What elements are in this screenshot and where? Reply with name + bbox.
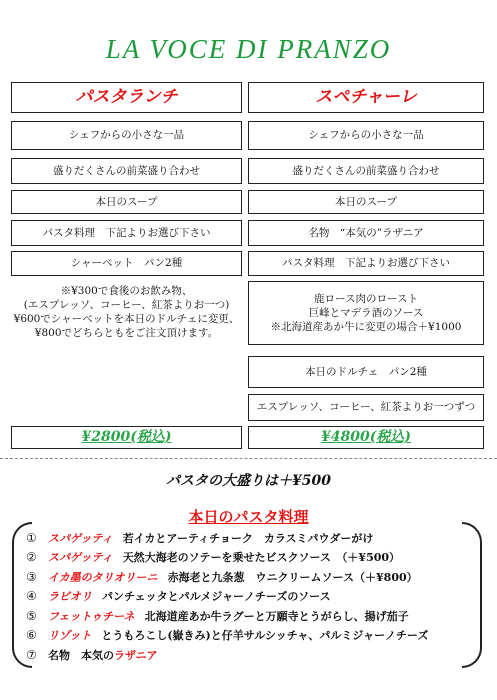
- item-name: ラザニア: [114, 648, 158, 662]
- list-item: [26, 645, 466, 665]
- main-line: 巨峰とマデラ酒のソース: [308, 306, 424, 319]
- main-line: ※北海道産あか牛に変更の場合＋¥1000: [270, 321, 462, 334]
- item-name: ラビオリ: [48, 590, 92, 604]
- list-item: [26, 626, 466, 646]
- right-item-1: シェフからの小さな一品: [248, 121, 484, 150]
- item-number: ④: [26, 589, 37, 604]
- item-name-prefix: 名物 本気の: [48, 648, 114, 662]
- pasta-lunch-header: パスタランチ: [11, 82, 242, 113]
- page-title: LA VOCE DI PRANZO: [105, 34, 392, 64]
- right-drink: エスプレッソ、コーヒー、紅茶よりお一つずつ: [248, 394, 484, 421]
- right-item-4: 名物 “本気の”ラザニア: [248, 220, 484, 246]
- right-item-3: 本日のスープ: [248, 190, 484, 214]
- note-line: (エスプレッソ、コーヒー、紅茶よりお一つ): [23, 298, 230, 311]
- item-desc: 北海道産あか牛ラグーと万願寺とうがらし、揚げ茄子: [144, 609, 409, 623]
- left-item-5: シャーベット パン2種: [11, 251, 242, 276]
- item-extra: （＋¥800）: [354, 570, 418, 584]
- left-item-4: パスタ料理 下記よりお選び下さい: [11, 220, 242, 246]
- item-name: スパゲッティ: [48, 531, 113, 545]
- left-notes: [11, 280, 242, 344]
- right-item-2: 盛りだくさんの前菜盛り合わせ: [248, 158, 484, 184]
- pasta-section-title: 本日のパスタ料理: [188, 508, 309, 526]
- note-line: ¥600でシャーベットを本日のドルチェに変更、: [13, 313, 240, 325]
- left-price: ¥2800(税込): [11, 426, 242, 449]
- item-desc: パンチェッタとパルメジャーノチーズのソース: [102, 590, 331, 604]
- item-name: フェットゥチーネ: [48, 609, 135, 623]
- large-portion-note: パスタの大盛りは＋¥500: [166, 473, 331, 489]
- list-item: [26, 567, 466, 587]
- list-item: [26, 548, 466, 568]
- list-item: [26, 606, 466, 626]
- left-item-1: シェフからの小さな一品: [11, 121, 242, 150]
- item-desc: 赤海老と九条葱 ウニクリームソース: [167, 570, 355, 584]
- item-number: ⑤: [26, 608, 37, 623]
- item-desc: とうもろこし(嶽きみ)と仔羊サルシッチャ、パルミジャーノチーズ: [101, 629, 429, 643]
- left-item-3: 本日のスープ: [11, 190, 242, 214]
- item-name: スパゲッティ: [48, 551, 113, 565]
- item-number: ⑥: [26, 628, 37, 643]
- right-dolce: 本日のドルチェ パン2種: [248, 356, 484, 388]
- left-item-2: 盛りだくさんの前菜盛り合わせ: [11, 158, 242, 184]
- item-number: ③: [26, 569, 37, 584]
- item-desc: 天然大海老のソテーを乗せたビスクソース: [122, 551, 331, 565]
- item-desc: 若イカとアーティチョーク カラスミパウダーがけ: [122, 531, 374, 545]
- list-item: [26, 528, 466, 548]
- speciale-header: スペチャーレ: [248, 82, 484, 113]
- right-main-course: [248, 281, 484, 345]
- section-divider: [0, 458, 497, 459]
- item-name: イカ墨のタリオリーニ: [48, 570, 158, 584]
- item-number: ②: [26, 550, 37, 565]
- right-price: ¥4800(税込): [248, 426, 484, 449]
- right-item-5: パスタ料理 下記よりお選び下さい: [248, 251, 484, 276]
- main-line: 鹿ロース肉のロースト: [314, 292, 418, 305]
- item-extra: （＋¥500）: [330, 551, 401, 565]
- item-number: ①: [26, 530, 37, 545]
- list-item: [26, 587, 466, 607]
- pasta-list: [26, 528, 466, 665]
- item-number: ⑦: [26, 647, 37, 662]
- note-line: ¥800でどちらともをご注文頂けます。: [34, 327, 219, 340]
- note-line: ※¥300で食後のお飲み物、: [60, 284, 193, 297]
- item-name: リゾット: [48, 629, 92, 643]
